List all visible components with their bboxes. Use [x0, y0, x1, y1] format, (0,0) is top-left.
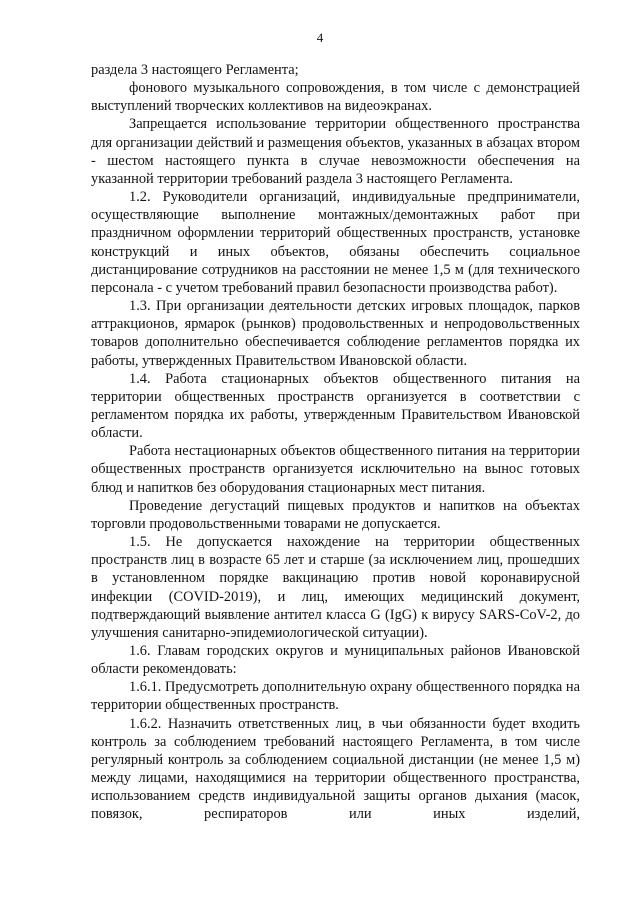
paragraph-music-accompaniment: фонового музыкального сопровождения, в том числе с демонстрацией выступлений творческих коллективов на видеоэкранах.	[91, 80, 580, 115]
document-body	[91, 61, 580, 824]
paragraph-tasting: Проведение дегустаций пищевых продуктов и напитков на объектах торговли продовольственными товарами не допускается.	[91, 497, 580, 532]
paragraph-1-6-2: 1.6.2. Назначить ответственных лиц, в чьи обязанности будет входить контроль за соблюдением требований настоящего Регламента, в том числе регулярный контроль за соблюдением социальной дистанции (не менее 1,5 м) между лицами, находящимися на территории общественного пространства, использованием средств индивидуальной защиты органов дыхания (масок, повязок, респираторов или иных изделий,	[91, 715, 580, 823]
paragraph-1-5: 1.5. Не допускается нахождение на территории общественных пространств лиц в возрасте 65 лет и старше (за исключением лиц, прошедших в установленном порядке вакцинацию против новой коронавирусной инфекции (COVID-2019), и лиц, имеющих медицинский документ, подтверждающий выявление антител класса G (IgG) к вирусу SARS-CoV-2, до улучшения санитарно-эпидемиологической ситуации).	[91, 534, 580, 641]
paragraph-1-6: 1.6. Главам городских округов и муниципальных районов Ивановской области рекомендовать:	[91, 643, 580, 678]
paragraph-1-2: 1.2. Руководители организаций, индивидуальные предприниматели, осуществляющие выполнение монтажных/демонтажных работ при праздничном оформлении территорий общественных пространств, установке конструкций и иных объектов, обязаны обеспечить социальное дистанцирование сотрудников на расстоянии не менее 1,5 м (для технического персонала - с учетом требований правил безопасности производства работ).	[91, 189, 580, 296]
paragraph-non-stationary-catering: Работа нестационарных объектов общественного питания на территории общественных пространств организуется исключительно на вынос готовых блюд и напитков без оборудования стационарных мест питания.	[91, 443, 580, 496]
paragraph-1-3: 1.3. При организации деятельности детских игровых площадок, парков аттракционов, ярмарок (рынков) продовольственных и непродовольственных товаров дополнительно обеспечивается соблюдение регламентов порядка их работы, утвержденных Правительством Ивановской области.	[91, 298, 580, 369]
paragraph-continuation: раздела 3 настоящего Регламента;	[91, 62, 299, 78]
paragraph-1-6-1: 1.6.1. Предусмотреть дополнительную охрану общественного порядка на территории общественных пространств.	[91, 679, 580, 714]
paragraph-prohibition: Запрещается использование территории общественного пространства для организации действий и размещения объектов, указанных в абзацах втором - шестом настоящего пункта в случае невозможности обеспечения на указанной территории требований раздела 3 настоящего Регламента.	[91, 116, 580, 187]
paragraph-1-4: 1.4. Работа стационарных объектов общественного питания на территории общественных пространств организуется в соответствии с регламентом порядка их работы, утвержденным Правительством Ивановской области.	[91, 370, 580, 442]
page-number: 4	[316, 30, 324, 45]
